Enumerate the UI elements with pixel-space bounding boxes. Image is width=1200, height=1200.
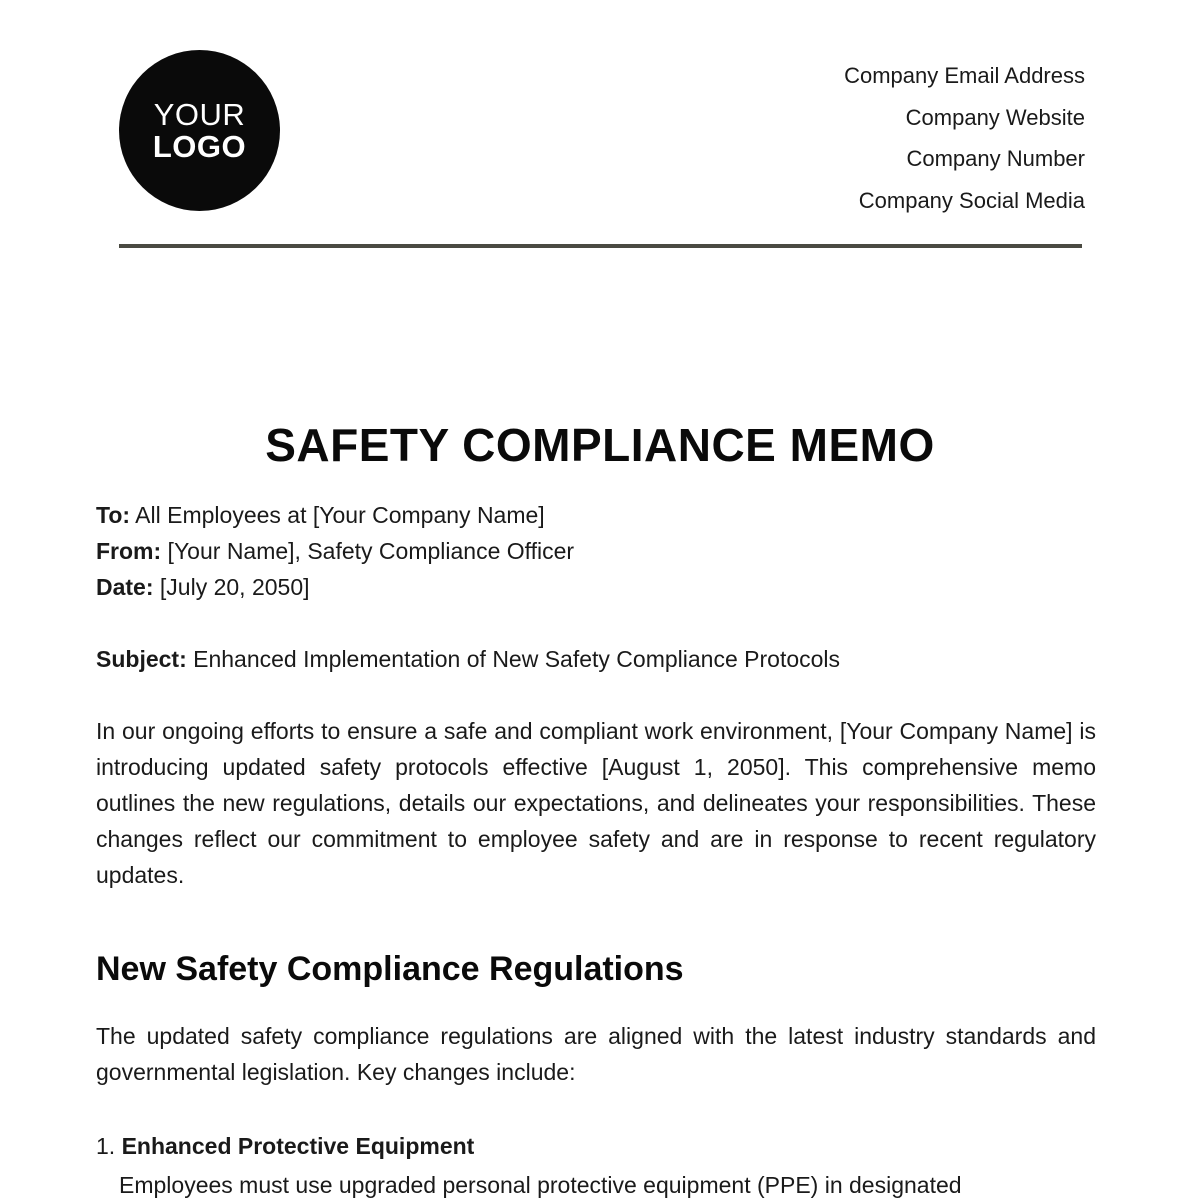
memo-title: SAFETY COMPLIANCE MEMO xyxy=(265,419,935,471)
company-social-media: Company Social Media xyxy=(858,187,1085,213)
list-item-number: 1. xyxy=(96,1133,116,1159)
section-intro-paragraph: The updated safety compliance regulations are aligned with the latest industry standards and governmental legislation. Key changes include: xyxy=(96,1023,1096,1085)
subject-value: Enhanced Implementation of New Safety Compliance Protocols xyxy=(186,646,841,672)
section-heading: New Safety Compliance Regulations xyxy=(96,950,684,988)
list-item-title: Enhanced Protective Equipment xyxy=(121,1133,475,1159)
from-label: From: xyxy=(96,538,162,564)
memo-header-fields xyxy=(96,497,1096,605)
subject-line xyxy=(96,641,1096,677)
logo-line-2: LOGO xyxy=(152,128,247,164)
date-label: Date: xyxy=(96,574,154,600)
company-logo xyxy=(119,50,280,211)
date-line xyxy=(96,569,1096,605)
company-number: Company Number xyxy=(906,146,1085,171)
to-line xyxy=(96,497,1096,533)
company-contact-block xyxy=(844,55,1085,221)
date-value: [July 20, 2050] xyxy=(153,574,310,600)
to-value: All Employees at [Your Company Name] xyxy=(130,502,545,528)
company-email: Company Email Address xyxy=(844,63,1085,88)
logo-line-1: YOUR xyxy=(153,96,246,132)
intro-paragraph: In our ongoing efforts to ensure a safe and compliant work environment, [Your Company Name] is introducing updated safety protocols effective [August 1, 2050]. This comprehensive memo outlines the new regulations, details our expectations, and delineates your responsibilities. These changes reflect our commitment to employee safety and are in response to recent regulatory updates. xyxy=(96,718,1096,888)
list-item xyxy=(96,1125,1096,1200)
to-label: To: xyxy=(96,502,131,528)
company-website: Company Website xyxy=(905,104,1085,130)
from-value: [Your Name], Safety Compliance Officer xyxy=(161,538,575,564)
list-item-body: Employees must use upgraded personal protective equipment (PPE) in designated xyxy=(119,1172,962,1198)
from-line xyxy=(96,533,1096,569)
header-divider xyxy=(119,244,1082,248)
subject-label: Subject: xyxy=(96,646,187,672)
